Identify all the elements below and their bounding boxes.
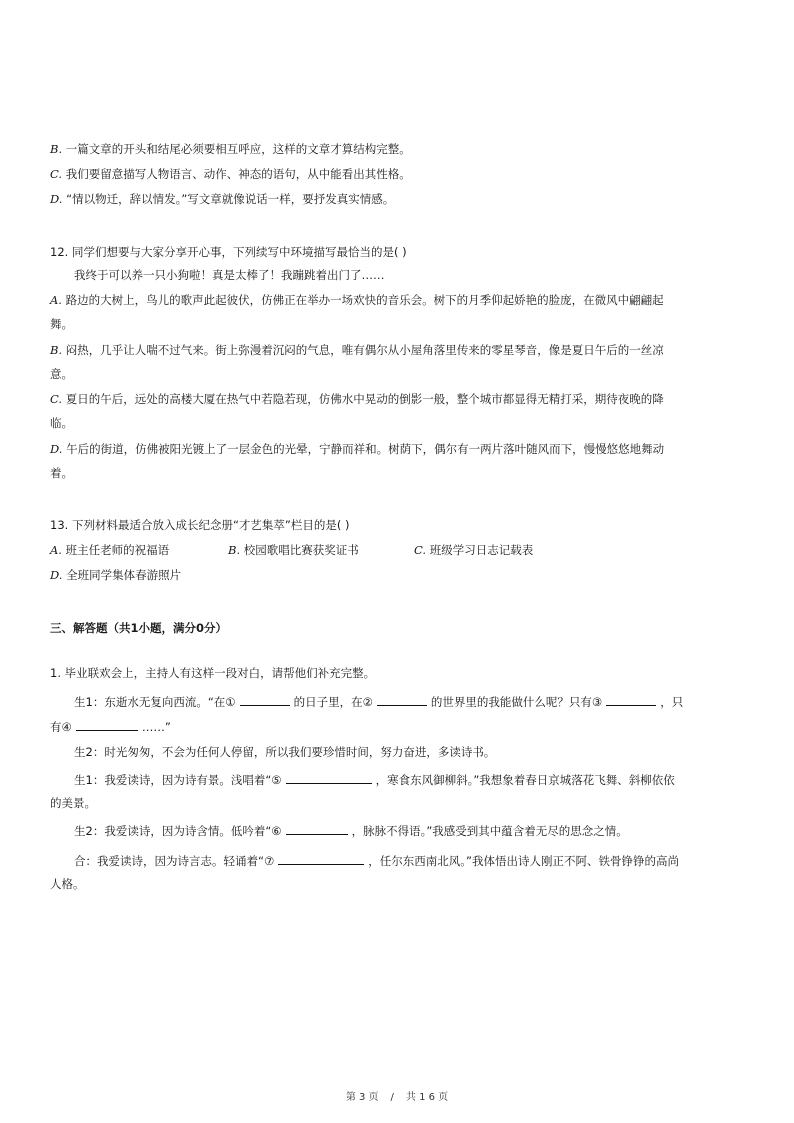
answer-blank-5[interactable]: [286, 771, 372, 784]
option-letter: C.: [414, 543, 427, 557]
dialogue-line-3-cont: 的美景。: [50, 796, 96, 810]
answer-blank-1[interactable]: [240, 693, 290, 706]
dialogue-text: 的世界里的我能做什么呢？只有③: [430, 695, 603, 709]
q12-option-a-line1: [50, 292, 664, 308]
option-letter: A.: [50, 543, 62, 557]
option-d-prev: [50, 191, 394, 207]
dialogue-text: 有④: [50, 720, 72, 734]
option-letter: B.: [228, 543, 241, 557]
dialogue-text: ，只: [660, 695, 684, 709]
q12-option-d-line2: 着。: [50, 466, 73, 480]
question-1-stem: 1. 毕业联欢会上，主持人有这样一段对白，请帮他们补充完整。: [50, 666, 376, 680]
answer-blank-7[interactable]: [278, 852, 364, 865]
q12-option-d-line1: [50, 441, 664, 457]
dialogue-line-3: [74, 771, 675, 788]
page-separator: /: [390, 1092, 394, 1103]
option-text: 校园歌唱比赛获奖证书: [243, 543, 359, 557]
q12-option-b-line2: 意。: [50, 367, 73, 381]
dialogue-line-1-cont: [50, 718, 171, 735]
dialogue-line-4: [74, 822, 628, 839]
answer-blank-3[interactable]: [606, 693, 656, 706]
q12-option-c-line2: 临。: [50, 416, 73, 430]
page-footer: [0, 1088, 794, 1103]
option-text: 班主任老师的祝福语: [65, 543, 170, 557]
dialogue-text: ，任尔东西南北风。”我体悟出诗人刚正不阿、铁骨铮铮的高尚: [368, 854, 679, 868]
dialogue-line-5: [74, 852, 679, 869]
question-13-stem: 13. 下列材料最适合放入成长纪念册“才艺集萃”栏目的是( ): [50, 518, 350, 532]
question-12-stem: 12. 同学们想要与大家分享开心事，下列续写中环境描写最恰当的是( ): [50, 245, 407, 259]
section-heading: 三、解答题（共1小题，满分0分）: [50, 621, 228, 635]
dialogue-text: ……”: [141, 720, 171, 734]
page-total: 共 1 6 页: [405, 1092, 449, 1103]
option-letter: B.: [50, 343, 63, 357]
option-text: 路边的大树上，鸟儿的歌声此起彼伏，仿佛正在举办一场欢快的音乐会。树下的月季仰起娇艳的脸庞，在微风中翩翩起: [65, 293, 664, 307]
q13-option-c: [414, 542, 533, 558]
option-letter: D.: [50, 442, 63, 456]
option-letter: C.: [50, 167, 63, 181]
option-b-prev: [50, 141, 411, 157]
option-c-prev: [50, 166, 411, 182]
q13-option-d: [50, 567, 181, 583]
q12-option-c-line1: [50, 391, 664, 407]
option-text: “情以物迁，辞以情发。”写文章就像说话一样，要抒发真实情感。: [66, 192, 395, 206]
dialogue-text: ，脉脉不得语。”我感受到其中蕴含着无尽的思念之情。: [351, 824, 628, 838]
option-letter: D.: [50, 568, 63, 582]
dialogue-text: ，寒食东风御柳斜。”我想象着春日京城落花飞舞、斜柳依依: [375, 773, 675, 787]
option-text: 夏日的午后，远处的高楼大厦在热气中若隐若现，仿佛水中晃动的倒影一般，整个城市都显得无精打采，期待夜晚的降: [65, 392, 664, 406]
answer-blank-2[interactable]: [377, 693, 427, 706]
option-text: 我们要留意描写人物语言、动作、神态的语句，从中能看出其性格。: [65, 167, 411, 181]
option-letter: A.: [50, 293, 62, 307]
option-letter: D.: [50, 192, 63, 206]
dialogue-text: 生1：我爱读诗，因为诗有景。浅唱着“⑤: [74, 773, 282, 787]
option-text: 午后的街道，仿佛被阳光镀上了一层金色的光晕，宁静而祥和。树荫下，偶尔有一两片落叶随风而下，慢慢悠悠地舞动: [66, 442, 665, 456]
answer-blank-4[interactable]: [76, 718, 138, 731]
page-number: 第 3 页: [345, 1092, 379, 1103]
answer-blank-6[interactable]: [286, 822, 348, 835]
option-letter: C.: [50, 392, 63, 406]
dialogue-line-1: [74, 693, 683, 710]
dialogue-line-5-cont: 人格。: [50, 877, 85, 891]
dialogue-text: 生2：我爱读诗，因为诗含情。低吟着“⑥: [74, 824, 282, 838]
dialogue-text: 生1：东逝水无复向西流。“在①: [74, 695, 236, 709]
option-text: 全班同学集体春游照片: [66, 568, 182, 582]
q12-option-a-line2: 舞。: [50, 317, 73, 331]
question-12-context: 我终于可以养一只小狗啦！真是太棒了！我蹦跳着出门了……: [74, 268, 385, 282]
q13-option-a: [50, 542, 169, 558]
q13-option-b: [228, 542, 359, 558]
option-text: 班级学习日志记载表: [429, 543, 534, 557]
q12-option-b-line1: [50, 342, 664, 358]
option-text: 闷热，几乎让人喘不过气来。街上弥漫着沉闷的气息，唯有偶尔从小屋角落里传来的零星琴音，像是夏日午后的一丝凉: [65, 343, 664, 357]
dialogue-text: 的日子里，在②: [293, 695, 373, 709]
dialogue-text: 合：我爱读诗，因为诗言志。轻诵着“⑦: [74, 854, 275, 868]
option-text: 一篇文章的开头和结尾必须要相互呼应，这样的文章才算结构完整。: [65, 142, 411, 156]
dialogue-line-2: 生2：时光匆匆，不会为任何人停留，所以我们要珍惜时间，努力奋进，多读诗书。: [74, 745, 496, 759]
option-letter: B.: [50, 142, 63, 156]
